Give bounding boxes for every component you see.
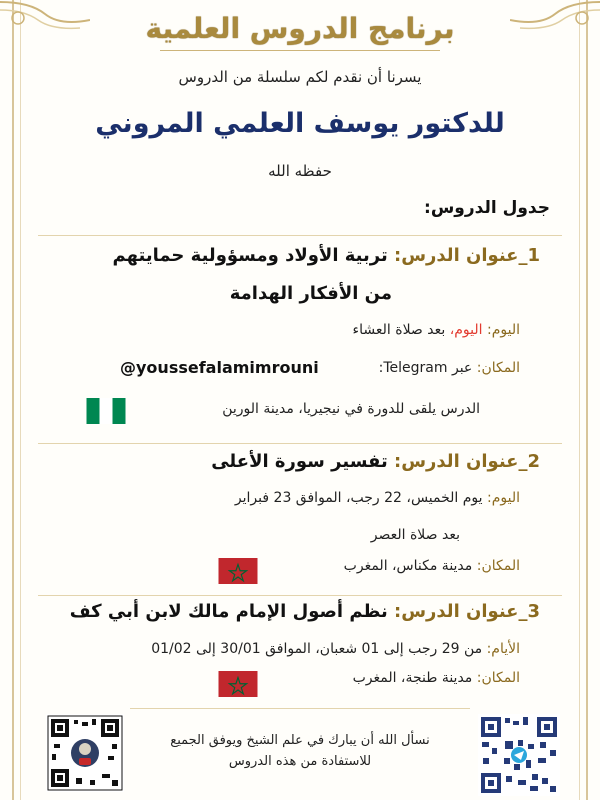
lesson-2-day-value: يوم الخميس، 22 رجب، الموافق 23 فبراير <box>234 490 483 506</box>
lesson-1-title-label: 1_عنوان الدرس: <box>394 245 540 266</box>
lesson-1-note: الدرس يلقى للدورة في نيجيريا، مدينة الورين <box>222 401 480 417</box>
lesson-1-place-value: عبر Telegram: <box>378 360 473 376</box>
lesson-3-days <box>151 641 520 657</box>
footer-line-1: نسأل الله أن يبارك في علم الشيخ ويوفق الجميع <box>170 733 430 748</box>
divider <box>130 708 470 709</box>
program-title: برنامج الدروس العلمية <box>145 12 455 45</box>
morocco-flag-icon <box>218 558 258 584</box>
lesson-2-place-value: مدينة مكناس، المغرب <box>343 558 473 574</box>
lesson-1-place-label: المكان: <box>476 360 520 376</box>
lesson-1-day-highlight: اليوم، <box>449 322 483 338</box>
schedule-heading: جدول الدروس: <box>424 198 550 218</box>
divider <box>38 443 562 444</box>
lesson-3-place-value: مدينة طنجة، المغرب <box>352 670 473 686</box>
lesson-1-title-line2: من الأفكار الهدامة <box>229 283 392 304</box>
blessing-text: حفظه الله <box>268 162 332 180</box>
morocco-flag-icon <box>218 671 258 697</box>
divider <box>38 595 562 596</box>
divider <box>160 50 440 51</box>
lesson-3-place-label: المكان: <box>476 670 520 686</box>
telegram-handle[interactable]: @youssefalamimrouni <box>120 358 319 377</box>
qr-code-icon[interactable] <box>478 714 560 796</box>
qr-code-icon[interactable] <box>46 714 124 792</box>
lesson-1-title: تربية الأولاد ومسؤولية حمايتهم <box>112 245 388 266</box>
lesson-3-title-line <box>70 601 540 622</box>
intro-text: يسرنا أن نقدم لكم سلسلة من الدروس <box>178 68 422 86</box>
lesson-3-days-value: من 29 رجب إلى 01 شعبان، الموافق 30/01 إلى 01/02 <box>151 641 483 657</box>
footer-line-2: للاستفادة من هذه الدروس <box>228 754 372 769</box>
nigeria-flag-icon <box>86 398 126 424</box>
lesson-2-title: تفسير سورة الأعلى <box>211 451 388 472</box>
lesson-2-title-line <box>211 451 540 472</box>
lesson-1-place <box>379 360 520 376</box>
lesson-3-title-label: 3_عنوان الدرس: <box>394 601 540 622</box>
lesson-1-day-label: اليوم: <box>487 322 520 338</box>
lesson-1-day-value: بعد صلاة العشاء <box>352 322 446 338</box>
lesson-1-title-line1 <box>113 245 541 266</box>
lesson-2-place-label: المكان: <box>476 558 520 574</box>
lesson-2-day-label: اليوم: <box>487 490 520 506</box>
lesson-3-title: نظم أصول الإمام مالك لابن أبي كف <box>69 601 388 622</box>
lesson-3-place <box>353 670 520 686</box>
divider <box>38 235 562 236</box>
lesson-2-title-label: 2_عنوان الدرس: <box>394 451 540 472</box>
lesson-2-place <box>344 558 520 574</box>
lesson-1-day <box>353 322 520 338</box>
doctor-name: للدكتور يوسف العلمي المروني <box>95 108 505 139</box>
lesson-2-day <box>235 490 520 506</box>
lesson-3-days-label: الأيام: <box>486 641 520 657</box>
lesson-2-time: بعد صلاة العصر <box>370 527 460 543</box>
